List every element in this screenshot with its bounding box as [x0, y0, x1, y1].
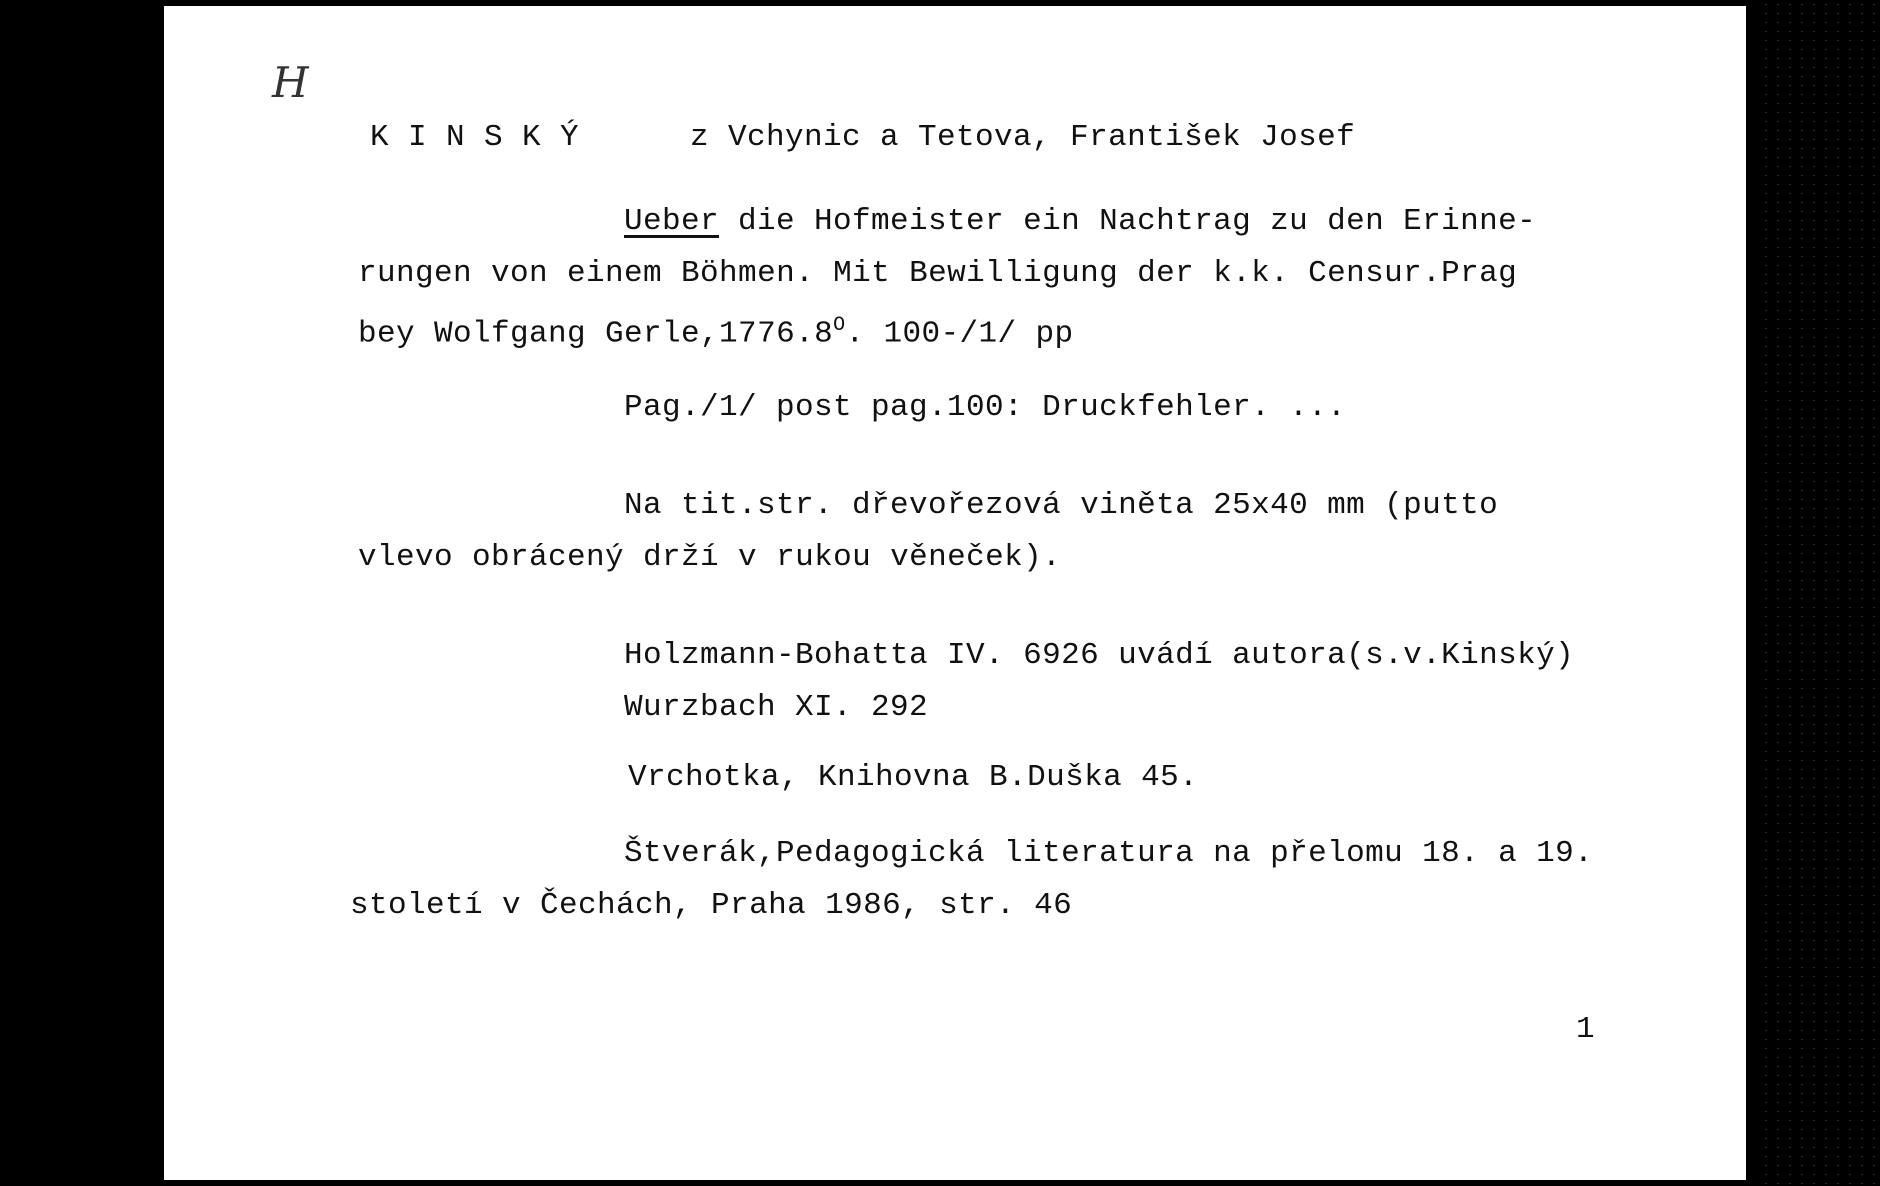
- extent-text: . 100-/1/ pp: [845, 316, 1074, 352]
- scan-edge-noise: [1760, 0, 1880, 1186]
- reference-line-2: Wurzbach XI. 292: [624, 690, 929, 725]
- title-line-1-rest: die Hofmeister ein Nachtrag zu den Erinne-: [719, 204, 1537, 239]
- author-name-rest: z Vchynic a Tetova, František Josef: [690, 120, 1356, 155]
- corner-handwritten-mark: H: [272, 58, 309, 107]
- title-line-2: rungen von einem Böhmen. Mit Bewilligung der k.k. Censur.Prag: [358, 256, 1518, 291]
- author-surname: K I N S K Ý: [370, 120, 580, 155]
- literature-line-2: století v Čechách, Praha 1986, str. 46: [350, 888, 1073, 923]
- title-first-word: Ueber: [624, 204, 720, 239]
- title-line-1: [624, 204, 1536, 240]
- title-line-3: [358, 308, 1074, 352]
- literature-line-1: Štverák,Pedagogická literatura na přelomu 18. a 19.: [624, 836, 1594, 871]
- format-superscript: O: [833, 314, 846, 337]
- catalog-card: [164, 6, 1746, 1180]
- imprint-text: bey Wolfgang Gerle,1776.8: [358, 316, 834, 352]
- pagination-note: Pag./1/ post pag.100: Druckfehler. ...: [624, 390, 1347, 425]
- card-page-number: 1: [1576, 1012, 1595, 1047]
- reference-line-1: Holzmann-Bohatta IV. 6926 uvádí autora(s.v.Kinský): [624, 638, 1575, 673]
- vignette-line-2: vlevo obrácený drží v rukou věneček).: [358, 540, 1062, 575]
- vignette-line-1: Na tit.str. dřevořezová viněta 25x40 mm (putto: [624, 488, 1499, 523]
- location-note: Vrchotka, Knihovna B.Duška 45.: [628, 760, 1199, 795]
